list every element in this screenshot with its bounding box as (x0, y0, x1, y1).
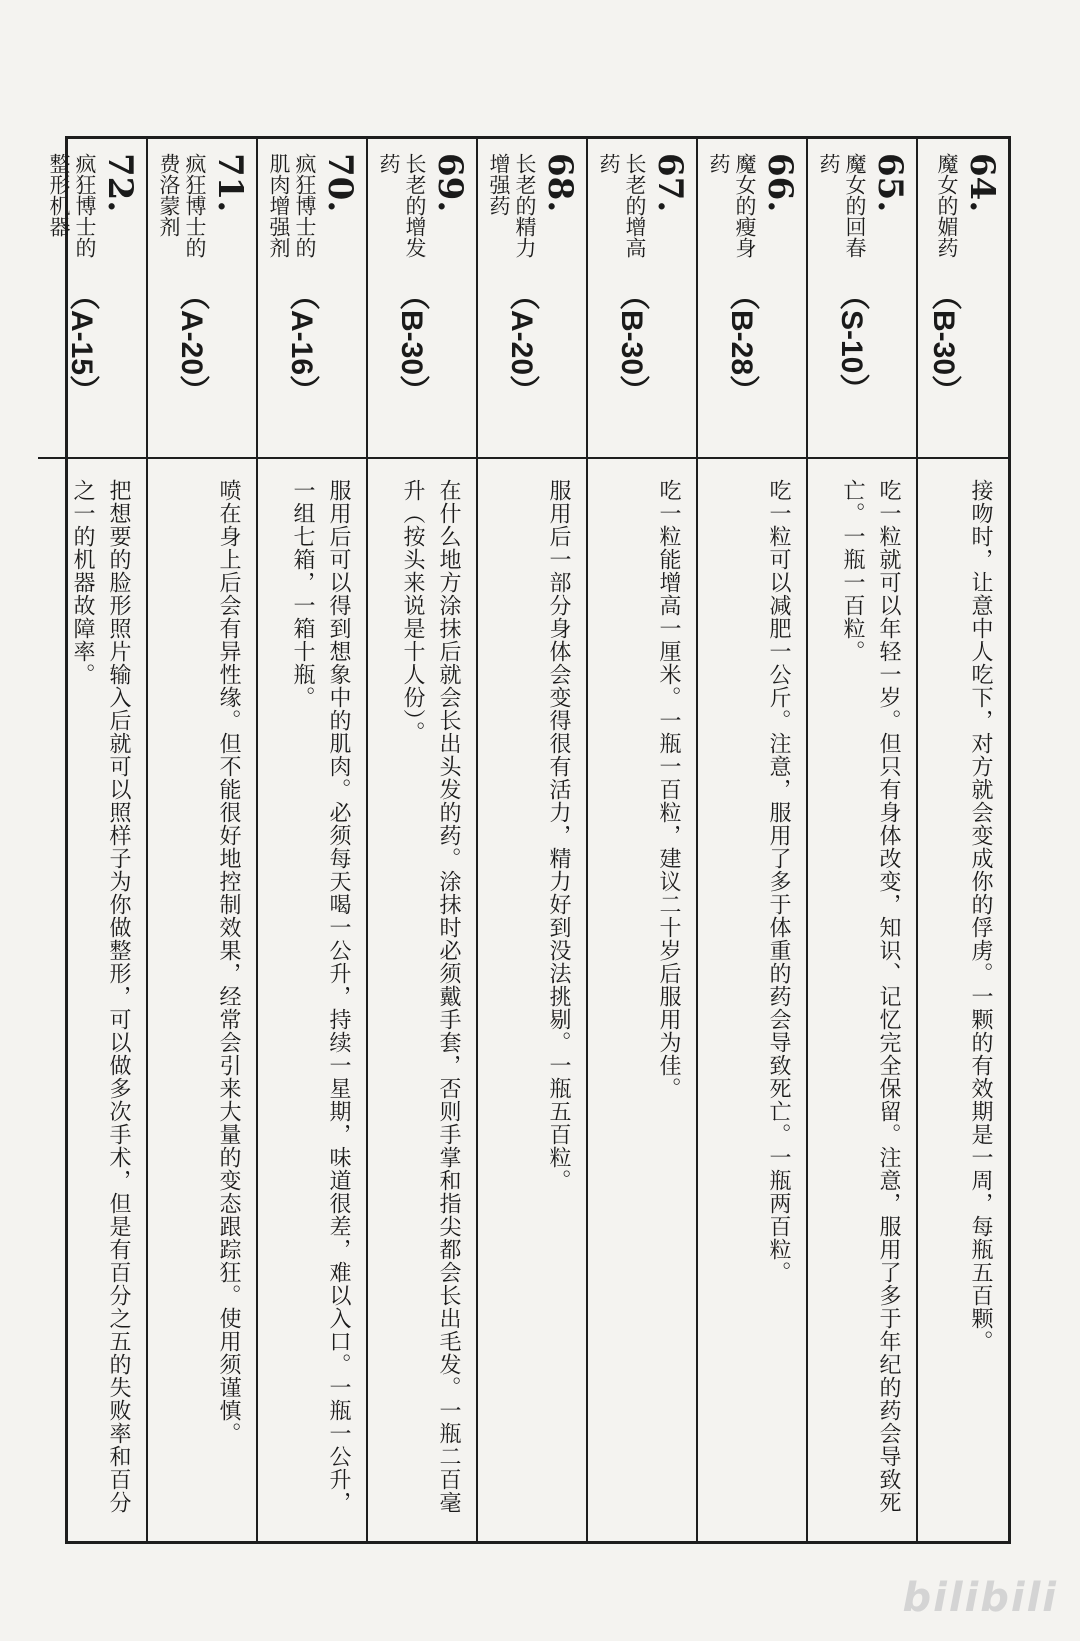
item-name: 长老的精力增强药 (487, 153, 537, 258)
item-description: 服用后可以得到想象中的肌肉。必须每天喝一公升，持续一星期，味道很差，难以入口。一瓶一公升，一组七箱，一箱十瓶。 (290, 479, 351, 1514)
item-header (368, 139, 476, 459)
item-title (816, 153, 868, 447)
item-column (586, 139, 696, 1541)
item-number: 68. (540, 153, 580, 213)
item-title (266, 153, 318, 447)
item-number: 71. (210, 153, 250, 213)
item-header (478, 139, 586, 459)
item-title (486, 153, 538, 447)
item-name: 魔女的回春药 (817, 153, 867, 258)
item-column (806, 139, 916, 1541)
item-number: 65. (870, 153, 910, 213)
item-title (706, 153, 758, 447)
item-column (916, 139, 1008, 1541)
item-rank-code: （B-30） (395, 280, 428, 406)
item-description: 把想要的脸形照片输入后就可以照样子为你做整形，可以做多次手术，但是有百分之五的失败率和百分之一的机器故障率。 (70, 479, 131, 1514)
item-header (258, 139, 366, 459)
item-description: 接吻时，让意中人吃下，对方就会变成你的俘虏。一颗的有效期是一周，每瓶五百颗。 (968, 479, 993, 1353)
item-description: 喷在身上后会有异性缘。但不能很好地控制效果，经常会引来大量的变态跟踪狂。使用须谨慎。 (216, 479, 241, 1445)
item-name: 长老的增高药 (597, 153, 647, 258)
item-number: 66. (760, 153, 800, 213)
item-title (376, 153, 428, 447)
item-header (38, 139, 146, 459)
item-rank-code: （A-20） (175, 280, 208, 406)
item-rank-code: （A-16） (285, 280, 318, 406)
item-number: 64. (962, 153, 1002, 213)
item-title (926, 153, 960, 447)
item-header (808, 139, 916, 459)
item-name: 魔女的媚药 (935, 153, 959, 258)
item-column (476, 139, 586, 1541)
item-description: 服用后一部分身体会变得很有活力，精力好到没法挑剔。一瓶五百粒。 (546, 479, 571, 1192)
item-rank-code: （B-28） (725, 280, 758, 406)
item-column (696, 139, 806, 1541)
item-description: 在什么地方涂抹后就会长出头发的药。涂抹时必须戴手套，否则手掌和指尖都会长出毛发。一瓶二百毫升（按头来说是十人份）。 (400, 479, 461, 1514)
item-header (588, 139, 696, 459)
item-header (918, 139, 1008, 459)
item-description: 吃一粒能增高一厘米。一瓶一百粒，建议二十岁后服用为佳。 (656, 479, 681, 1100)
item-column (256, 139, 366, 1541)
item-number: 67. (650, 153, 690, 213)
item-number: 69. (430, 153, 470, 213)
item-rank-code: （A-20） (505, 280, 538, 406)
item-header (148, 139, 256, 459)
item-rank-code: （A-15） (65, 280, 98, 406)
item-number: 72. (100, 153, 140, 213)
item-number: 70. (320, 153, 360, 213)
item-description: 吃一粒可以减肥一公斤。注意，服用了多于体重的药会导致死亡。一瓶两百粒。 (766, 479, 791, 1284)
item-name: 疯狂博士的肌肉增强剂 (267, 153, 317, 258)
item-column (38, 139, 146, 1541)
watermark-logo: bilibili (902, 1575, 1058, 1621)
item-name: 长老的增发药 (377, 153, 427, 258)
item-title (156, 153, 208, 447)
item-column (146, 139, 256, 1541)
item-name: 疯狂博士的费洛蒙剂 (157, 153, 207, 258)
item-rank-code: （B-30） (615, 280, 648, 406)
item-rank-code: （S-10） (835, 280, 868, 404)
item-name: 疯狂博士的整形机器 (47, 153, 97, 258)
item-name: 魔女的瘦身药 (707, 153, 757, 258)
item-header (698, 139, 806, 459)
item-rank-code: （B-30） (927, 280, 960, 406)
item-title (596, 153, 648, 447)
item-title (46, 153, 98, 447)
item-column (366, 139, 476, 1541)
item-description: 吃一粒就可以年轻一岁。但只有身体改变，知识、记忆完全保留。注意，服用了多于年纪的药会导致死亡。一瓶一百粒。 (840, 479, 901, 1514)
item-table (47, 136, 1011, 1544)
